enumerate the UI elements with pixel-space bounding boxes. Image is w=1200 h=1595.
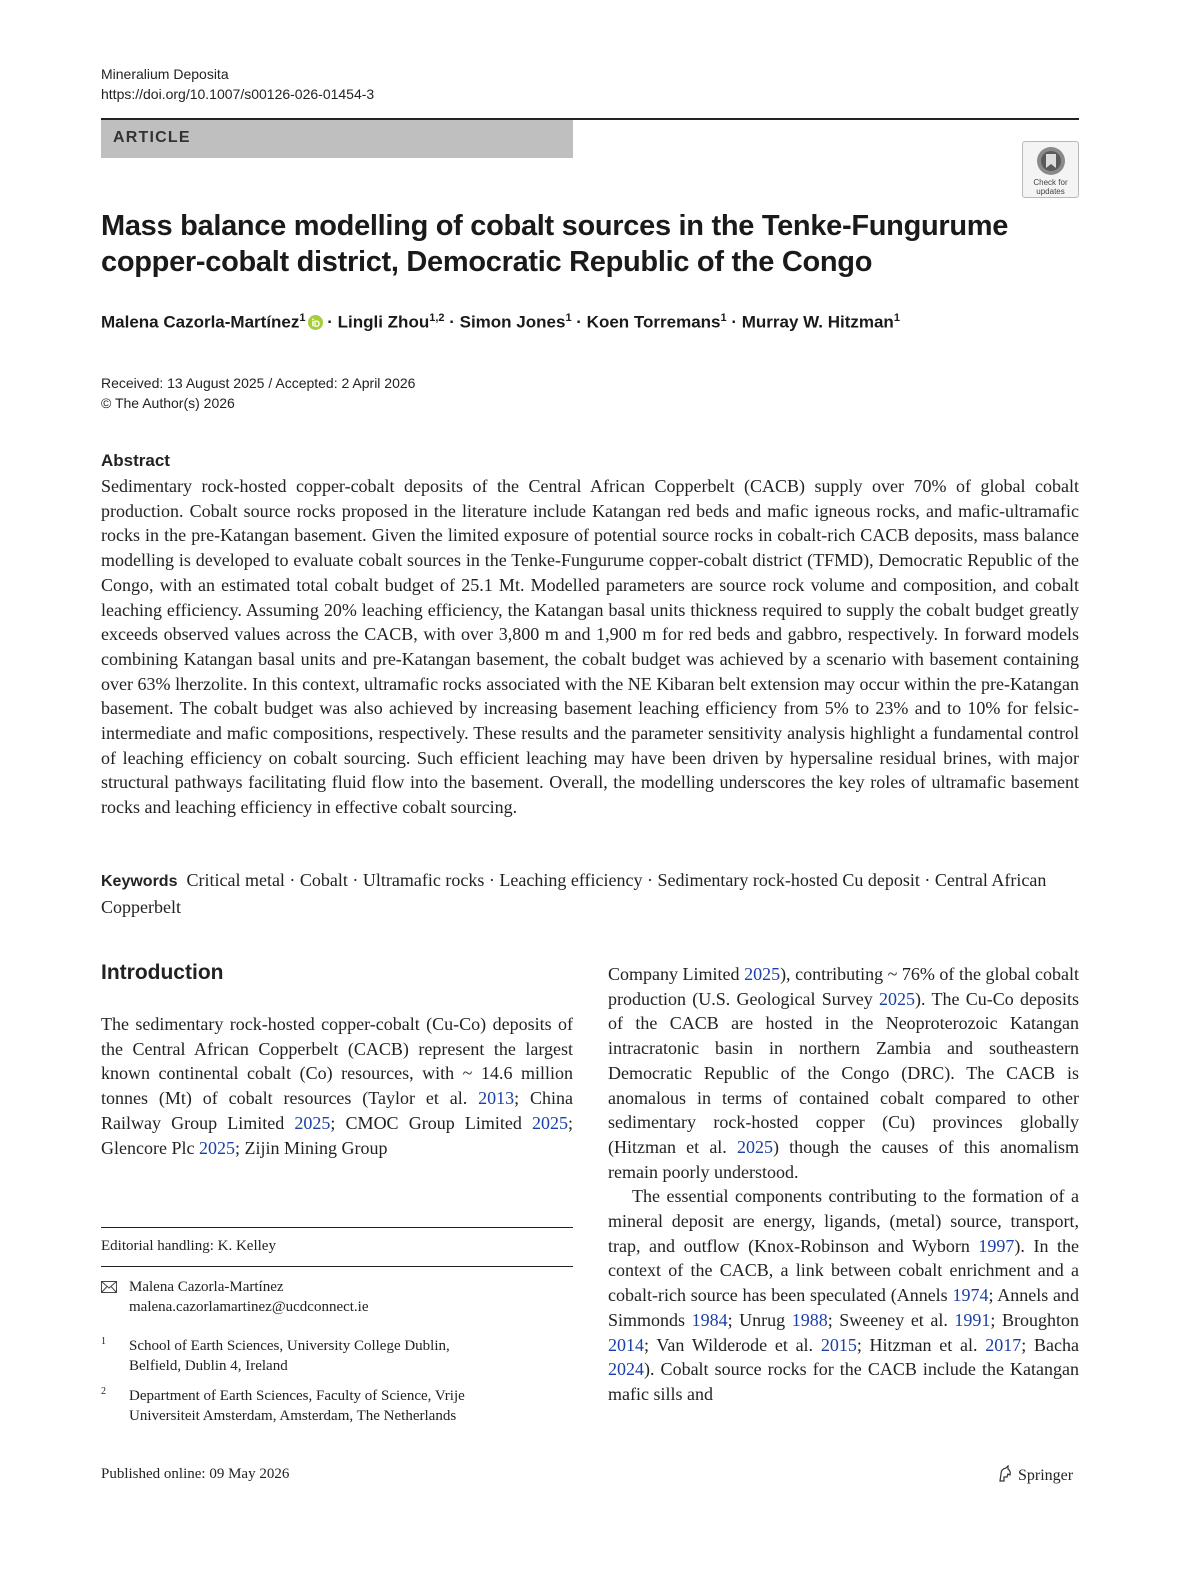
envelope-icon xyxy=(101,1281,117,1293)
text-run: The essential components contributing to the formation of a mineral deposit are energy, ligands, (metal) source, transport, trap, and outflow (Knox-Robinson and Wyborn xyxy=(608,1186,1079,1256)
keywords-label: Keywords xyxy=(101,873,178,890)
abstract-heading: Abstract xyxy=(101,451,170,470)
bookmark-icon xyxy=(1023,142,1080,178)
received-accepted-dates: Received: 13 August 2025 / Accepted: 2 April 2026 xyxy=(101,375,416,391)
affiliation-1 xyxy=(101,1336,573,1376)
article-type-label: ARTICLE xyxy=(113,129,191,146)
published-online-date: Published online: 09 May 2026 xyxy=(101,1466,290,1482)
corresponding-author xyxy=(101,1277,573,1317)
affiliation-number: 2 xyxy=(101,1386,106,1397)
citation-link[interactable]: 2013 xyxy=(478,1088,515,1109)
affiliation-2 xyxy=(101,1386,573,1426)
text-run: ). The Cu-Co deposits of the CACB are hosted in the Neoproterozoic Katangan intracratonic basin in northern Zambia and southeastern Democratic Republic of the Congo (DRC). The CACB is anomalous in terms of contained cobalt compared to other sedimentary rock-hosted copper (Cu) provinces globally (Hitzman et al. xyxy=(608,988,1079,1157)
intro-paragraph xyxy=(101,1012,573,1160)
text-run: ; China Railway Group Limited xyxy=(101,1088,573,1133)
citation-link[interactable]: 2025 xyxy=(294,1112,331,1133)
text-run: ; Zijin Mining Group xyxy=(234,1137,388,1158)
text-run: ; CMOC Group Limited xyxy=(330,1112,532,1133)
affiliation-line: Department of Earth Sciences, Faculty of Science, Vrije xyxy=(129,1388,465,1404)
keywords-section xyxy=(101,868,1079,919)
author-affiliation: 1,2 xyxy=(429,312,445,324)
article-dates xyxy=(101,373,415,413)
author-affiliation: 1 xyxy=(893,312,900,324)
citation-link[interactable]: 2014 xyxy=(608,1334,644,1355)
author-name[interactable]: Malena Cazorla-Martínez xyxy=(101,312,300,332)
text-run: ; Unrug xyxy=(727,1309,792,1330)
affiliation-number: 1 xyxy=(101,1336,106,1347)
text-run: ; Hitzman et al. xyxy=(856,1334,986,1355)
citation-link[interactable]: 1974 xyxy=(952,1285,989,1306)
intro-paragraph xyxy=(608,1184,1079,1406)
text-run: ; Glencore Plc xyxy=(101,1112,574,1158)
citation-link[interactable]: 2025 xyxy=(744,964,781,984)
author-name[interactable]: Murray W. Hitzman xyxy=(741,312,894,332)
text-run: Company Limited xyxy=(608,964,745,984)
author-name[interactable]: Koen Torremans xyxy=(586,312,721,332)
citation-link[interactable]: 1991 xyxy=(954,1309,991,1330)
article-type-bar xyxy=(101,120,573,158)
author-affiliation: 1 xyxy=(299,312,306,324)
citation-link[interactable]: 2024 xyxy=(608,1359,644,1380)
copyright-notice: © The Author(s) 2026 xyxy=(101,395,235,411)
journal-header xyxy=(101,64,374,104)
footnote-rule xyxy=(101,1266,573,1267)
introduction-heading: Introduction xyxy=(101,961,224,984)
text-run: ). Cobalt source rocks for the CACB include the Katangan mafic sills and xyxy=(608,1359,1079,1404)
intro-right-column xyxy=(608,962,1079,1407)
corresponding-author-email[interactable]: malena.cazorlamartinez@ucdconnect.ie xyxy=(129,1299,369,1315)
check-for-updates-badge[interactable] xyxy=(1022,141,1079,198)
author-name[interactable]: Lingli Zhou xyxy=(337,312,430,332)
text-run: ). In the context of the CACB, a link between cobalt enrichment and a cobalt-rich source has been speculated (Annels xyxy=(608,1235,1079,1306)
springer-horse-icon xyxy=(996,1465,1014,1483)
affiliation-line: Belfield, Dublin 4, Ireland xyxy=(129,1358,288,1374)
text-run: ), contributing ~ 76% of the global cobalt production (U.S. Geological Survey xyxy=(608,964,1079,1009)
abstract-text: Sedimentary rock-hosted copper-cobalt deposits of the Central African Copperbelt (CACB) supply over 70% of global cobalt production. Cobalt source rocks proposed in the literature include Katangan red beds and mafic igneous rocks, and mafic-ultramafic rocks in the pre-Katangan basement. Given the limited exposure of potential source rocks in cobalt-rich CACB deposits, mass balance modelling is developed to evaluate cobalt sources in the Tenke-Fungurume copper-cobalt district (TFMD), Democratic Republic of the Congo, with an estimated total cobalt budget of 25.1 Mt. Modelled parameters are source rock volume and composition, and cobalt leaching efficiency. Assuming 20% leaching efficiency, the Katangan basal units thickness required to supply the cobalt budget greatly exceeds observed values across the CACB, with over 3,800 m and 1,900 m for red beds and gabbro, respectively. In forward models combining Katangan basal units and pre-Katangan basement, the cobalt budget was achieved by a scenario with basement containing over 63% lherzolite. In this context, ultramafic rocks associated with the NE Kibaran belt extension may occur within the pre-Katangan basement. The cobalt budget was also achieved by increasing basement leaching efficiency from 5% to 23% and to 10% for felsic-intermediate and mafic compositions, respectively. These results and the parameter sensitivity analysis highlight a fundamental control of leaching efficiency on cobalt sourcing. Such efficient leaching may have been driven by hypersaline residual brines, with major structural pathways facilitating fluid flow into the basement. Overall, the modelling underscores the key roles of ultramafic basement rocks and leaching efficiency in effective cobalt sourcing. xyxy=(101,476,1079,818)
citation-link[interactable]: 2025 xyxy=(532,1112,568,1133)
text-run: ; Broughton xyxy=(990,1309,1079,1330)
text-run: ; Bacha xyxy=(1021,1334,1079,1355)
author-name[interactable]: Simon Jones xyxy=(459,312,566,332)
citation-link[interactable]: 2017 xyxy=(985,1334,1022,1355)
citation-link[interactable]: 1984 xyxy=(691,1309,728,1330)
text-run: The sedimentary rock-hosted copper-cobalt (Cu-Co) deposits of the Central African Copperbelt (CACB) represent the largest known continental cobalt (Co) resources, with ~ 14.6 million tonnes (Mt) of cobalt resources (Taylor et al. xyxy=(101,1014,573,1109)
publisher-name: Springer xyxy=(1018,1467,1074,1484)
citation-link[interactable]: 2025 xyxy=(879,988,916,1009)
author-affiliation: 1 xyxy=(565,312,572,324)
text-run: ; Annels and Simmonds xyxy=(608,1285,1079,1330)
doi-link[interactable]: https://doi.org/10.1007/s00126-026-01454-3 xyxy=(101,86,375,102)
citation-link[interactable]: 2025 xyxy=(736,1136,773,1157)
author-list: Malena Cazorla-Martínez$^1$ · Lingli Zhou$^{1,2}$ · Simon Jones$^1$ · Koen Torremans$^1$ · Murray W. Hitzman$^1$ xyxy=(101,312,900,332)
affiliation-line: School of Earth Sciences, University College Dublin, xyxy=(129,1338,450,1354)
footnote-rule xyxy=(101,1227,573,1228)
text-run: ; Sweeney et al. xyxy=(827,1309,955,1330)
citation-link[interactable]: 1988 xyxy=(791,1309,828,1330)
keywords-list: Critical metal · Cobalt · Ultramafic rocks · Leaching efficiency · Sedimentary rock-hosted Cu deposit · Central African Copperbelt xyxy=(101,870,1047,917)
corresponding-author-name: Malena Cazorla-Martínez xyxy=(129,1279,284,1295)
check-for-updates-label: Check for updates xyxy=(1033,178,1068,196)
editorial-handling: Editorial handling: K. Kelley xyxy=(101,1238,276,1254)
journal-name: Mineralium Deposita xyxy=(101,66,229,82)
text-run: ; Van Wilderode et al. xyxy=(644,1334,821,1355)
intro-paragraph xyxy=(608,962,1079,1184)
affiliation-line: Universiteit Amsterdam, Amsterdam, The Netherlands xyxy=(129,1408,457,1424)
author-affiliation: 1 xyxy=(720,312,727,324)
citation-link[interactable]: 2015 xyxy=(820,1334,857,1355)
intro-left-column xyxy=(101,1012,573,1160)
orcid-icon[interactable] xyxy=(308,315,323,330)
citation-link[interactable]: 2025 xyxy=(198,1137,235,1158)
paper-title: Mass balance modelling of cobalt sources in the Tenke-Fungurume copper-cobalt district, Democratic Republic of the Congo xyxy=(101,210,1009,278)
citation-link[interactable]: 1997 xyxy=(978,1235,1015,1256)
publisher-logo xyxy=(996,1465,1073,1485)
text-run: ) though the causes of this anomalism remain poorly understood. xyxy=(608,1136,1079,1182)
